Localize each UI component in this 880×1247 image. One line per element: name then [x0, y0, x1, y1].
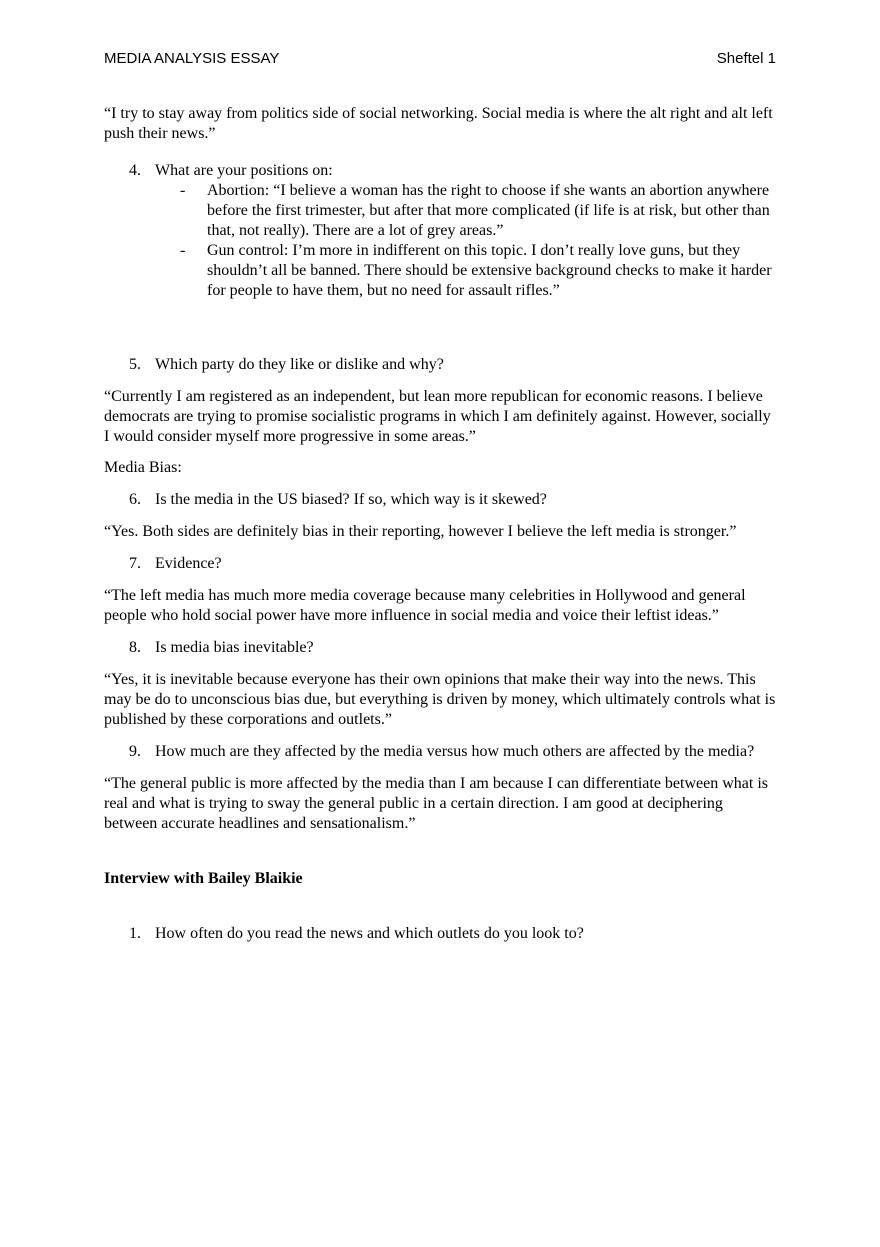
question-number: 1. [129, 925, 141, 942]
question-7 [104, 554, 780, 574]
question-4 [104, 161, 780, 181]
question-number: 7. [129, 555, 141, 572]
question-8 [104, 638, 780, 658]
question-number: 4. [129, 162, 141, 179]
position-text: Abortion: “I believe a woman has the right to choose if she wants an abortion anywhere before the first trimester, but after that more complicated (if life is at risk, but other than that, not really). There are a lot of grey areas.” [207, 182, 770, 239]
answer-7: “The left media has much more media coverage because many celebrities in Hollywood and general people who hold social power have more influence in social media and voice their leftist ideas.” [104, 587, 746, 624]
question-5 [104, 355, 780, 375]
answer-5: “Currently I am registered as an independent, but lean more republican for economic reasons. I believe democrats are trying to promise socialistic programs in which I am definitely against. However, socially I would consider myself more progressive in some areas.” [104, 388, 771, 445]
section-label-media-bias: Media Bias: [104, 459, 182, 476]
position-item-gun-control [104, 241, 780, 301]
question-text: What are your positions on: [155, 162, 333, 179]
question-text: How often do you read the news and which outlets do you look to? [155, 925, 584, 942]
question-text: Which party do they like or dislike and why? [155, 356, 444, 373]
position-text: Gun control: I’m more in indifferent on this topic. I don’t really love guns, but they shouldn’t all be banned. There should be extensive background checks to make it harder for people to have them, but no need for assault rifles.” [207, 242, 772, 299]
header-title: MEDIA ANALYSIS ESSAY [104, 50, 280, 67]
question-text: Is media bias inevitable? [155, 639, 314, 656]
position-item-abortion [104, 181, 780, 241]
answer-9: “The general public is more affected by the media than I am because I can differentiate between what is real and what is trying to sway the general public in a certain direction. I am good at deciphering between accurate headlines and sensationalism.” [104, 775, 768, 832]
header-page-number: Sheftel 1 [716, 50, 776, 67]
question-text: Evidence? [155, 555, 222, 572]
question-number: 8. [129, 639, 141, 656]
document-body [104, 104, 780, 944]
bullet-dash: - [180, 182, 186, 199]
answer-8: “Yes, it is inevitable because everyone has their own opinions that make their way into the news. This may be do to unconscious bias due, but everything is driven by money, which ultimately controls what is published by these corporations and outlets.” [104, 671, 776, 728]
question-6 [104, 490, 780, 510]
answer-6: “Yes. Both sides are definitely bias in their reporting, however I believe the left media is stronger.” [104, 523, 737, 540]
interview-heading: Interview with Bailey Blaikie [104, 870, 303, 887]
bullet-dash: - [180, 242, 186, 259]
question-9 [104, 742, 780, 762]
question-number: 6. [129, 491, 141, 508]
question-1 [104, 924, 780, 944]
question-number: 9. [129, 743, 141, 760]
intro-quote: “I try to stay away from politics side of social networking. Social media is where the alt right and alt left push their news.” [104, 105, 773, 142]
question-text: How much are they affected by the media versus how much others are affected by the media? [155, 743, 755, 760]
question-number: 5. [129, 356, 141, 373]
question-text: Is the media in the US biased? If so, which way is it skewed? [155, 491, 547, 508]
